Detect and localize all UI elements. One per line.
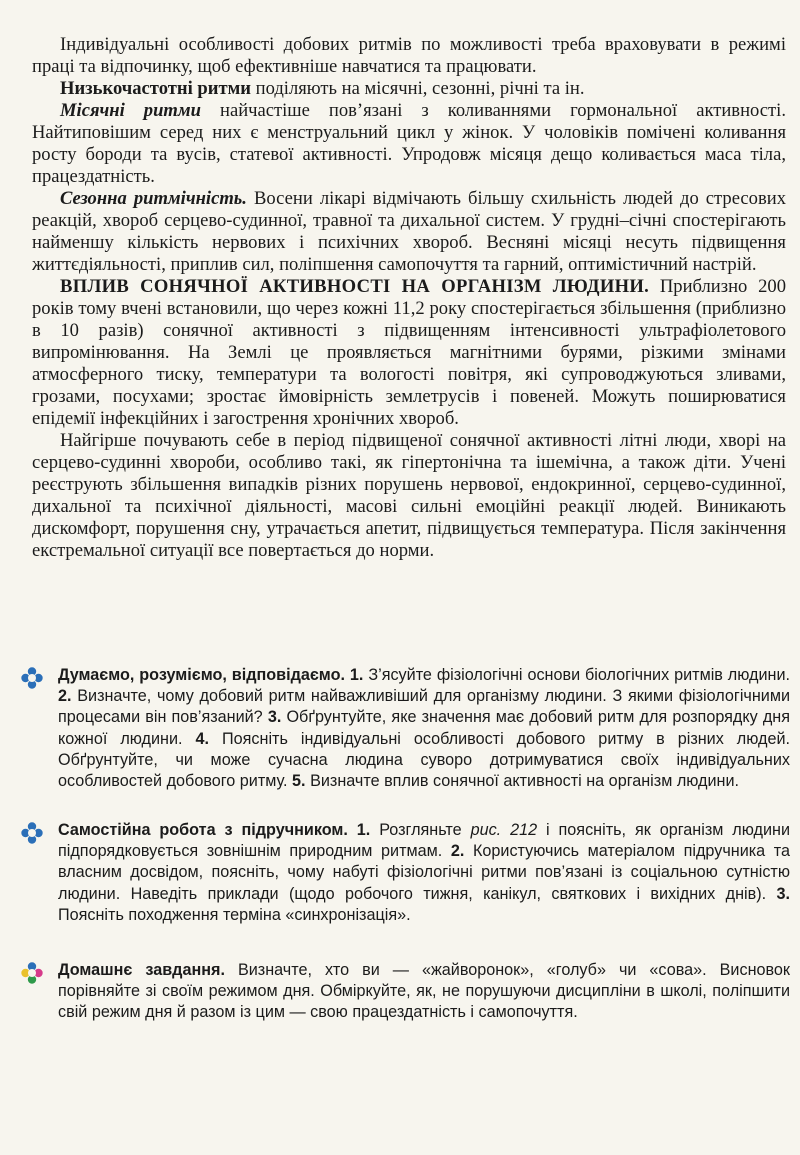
questions-title: Думаємо, розуміємо, відповідаємо. bbox=[58, 666, 345, 684]
section-heading-solar: ВПЛИВ СОНЯЧНОЇ АКТИВНОСТІ НА ОРГАНІЗМ ЛЮДИНИ. bbox=[60, 276, 650, 297]
paragraph-individual-rhythms: Індивідуальні особливості добових ритмів по можливості треба враховувати в режимі праці та відпочинку, щоб ефективніше навчатися та працювати. bbox=[32, 34, 786, 77]
task-block-questions bbox=[20, 665, 790, 792]
flower-icon bbox=[20, 821, 44, 845]
question-number: 4. bbox=[195, 729, 210, 748]
task-text: Розгляньте bbox=[379, 821, 471, 839]
figure-reference: рис. 212 bbox=[470, 821, 538, 839]
question-text: Обґрунтуйте, яке значення має добовий ритм для розпорядку дня кожної людини. bbox=[58, 708, 790, 748]
task-text: Користуючись матеріалом підручника та власним досвідом, поясніть, чому набуті фізіологічні ритми пов’язані із соціальною сутністю людини. Наведіть приклади (щодо робочого тижня, канікул, святкових і вихідних днів). bbox=[58, 842, 791, 903]
question-text: Визначте вплив сонячної активності на організм людини. bbox=[310, 772, 740, 791]
flower-icon bbox=[20, 666, 44, 690]
question-text: Визначте, чому добовий ритм найважливіший для організму людини. З якими фізіологічними процесами він пов’язаний? bbox=[58, 687, 791, 727]
term-low-frequency: Низькочастотні ритми bbox=[60, 78, 251, 99]
question-number: 3. bbox=[267, 708, 282, 727]
task-block-homework bbox=[20, 960, 790, 1024]
text-seasonal: Восени лікарі відмічають більшу схильність людей до стресових реакцій, хвороб серцево-судинної, травної та дихальної систем. У грудні–січні спостерігають найменшу кількість нервових і психічних хвороб. Весняні місяці несуть підвищення життєдіяльності, приплив сил, поліпшення самопочуття та гарний, оптимістичний настрій. bbox=[32, 188, 786, 275]
task-block-self-study bbox=[20, 820, 790, 926]
questions-text bbox=[58, 665, 790, 792]
paragraph-solar bbox=[32, 276, 786, 430]
homework-title: Домашнє завдання. bbox=[58, 961, 225, 979]
homework-content: Визначте, хто ви — «жайворонок», «голуб» чи «сова». Висновок порівняйте зі своїм режимом дня. Обміркуйте, як, не порушуючи дисципліни в школі, поліпшити свій режим дня й разом із цим — свою працездатність і самопочуття. bbox=[58, 961, 791, 1022]
question-number: 5. bbox=[292, 772, 306, 791]
paragraph-solar-effects: Найгірше почувають себе в період підвищеної сонячної активності літні люди, хворі на серцево-судинні хвороби, особливо такі, як гіпертонічна та ішемічна, а також діти. Учені реєструють збільшення випадків різних порушень нервової, ендокринної, серцево-судинної, дихальної та психічної діяльності, масові сильні емоційні реакції людей. Виникають дискомфорт, порушення сну, утрачається апетит, підвищується температура. Після закінчення екстремальної ситуації все повертається до норми. bbox=[32, 430, 786, 561]
task-text: Поясніть походження терміна «синхронізація». bbox=[58, 905, 411, 924]
self-study-title: Самостійна робота з підручником. bbox=[58, 821, 348, 839]
term-monthly: Місячні ритми bbox=[60, 100, 201, 121]
text-monthly: найчастіше пов’язані з коливаннями гормональної активності. Найтиповішим серед них є менструальний цикл у жінок. У чоловіків помічені коливання росту бороди та вусів, статевої активності. Упродовж місяця дещо коливається маса тіла, працездатність. bbox=[32, 100, 786, 187]
question-number: 2. bbox=[58, 687, 72, 706]
paragraph-monthly bbox=[32, 100, 786, 188]
task-number: 3. bbox=[776, 884, 790, 903]
colorful-flower-icon bbox=[20, 961, 44, 985]
task-text: і поясніть, як організм людини підпорядковується зовнішнім природним ритмам. bbox=[58, 821, 790, 861]
homework-text bbox=[58, 960, 790, 1024]
paragraph-seasonal bbox=[32, 188, 786, 276]
main-text bbox=[32, 34, 786, 562]
task-number: 1. bbox=[356, 821, 371, 839]
question-text: З’ясуйте фізіологічні основи біологічних ритмів людини. bbox=[368, 666, 791, 684]
text-solar: Приблизно 200 років тому вчені встановили, що через кожні 11,2 року спостерігається збільшення (приблизно в 10 разів) сонячної активності з підвищенням інтенсивності ультрафіолетового випромінювання. На Землі це проявляється магнітними бурями, різкими змінами атмосферного тиску, температури та вологості повітря, які супроводжуються зливами, грозами, посухами; зростає ймовірність землетрусів і повеней. Можуть поширюватися епідемії інфекційних і загострення хронічних хвороб. bbox=[32, 276, 786, 429]
task-number: 2. bbox=[450, 842, 465, 861]
question-number: 1. bbox=[349, 666, 364, 684]
term-seasonal: Сезонна ритмічність. bbox=[60, 188, 247, 209]
question-text: Поясніть індивідуальні особливості добового ритму в різних людей. Обґрунтуйте, чи може сучасна людина суворо дотримуватися своїх індивідуальних особливостей добового ритму. bbox=[58, 729, 791, 791]
self-study-text bbox=[58, 820, 790, 926]
paragraph-low-frequency bbox=[32, 78, 786, 100]
text-low-frequency: поділяють на місячні, сезонні, річні та ін. bbox=[250, 78, 585, 99]
